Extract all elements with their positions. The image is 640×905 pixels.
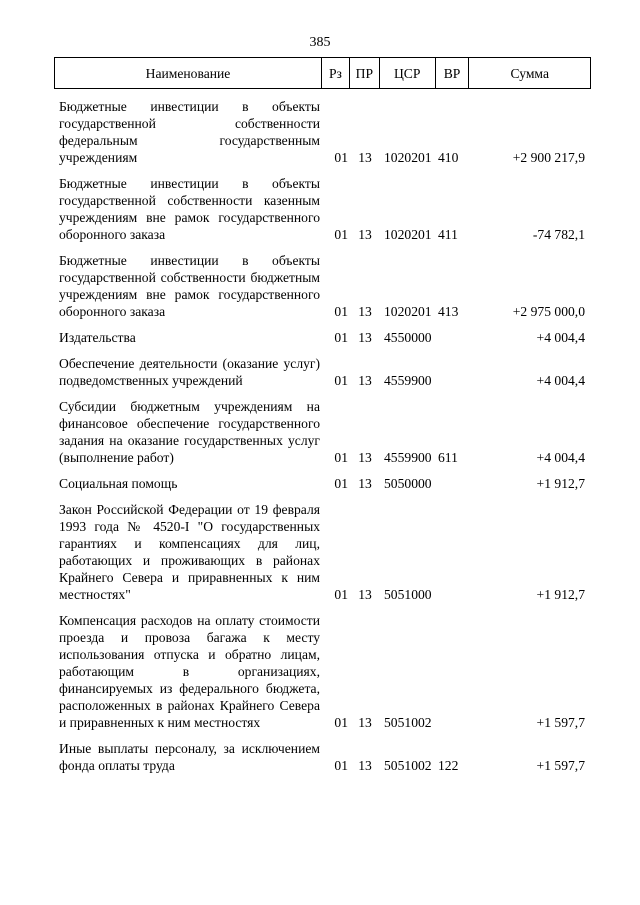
table-row [54,501,591,603]
row-rz: 01 [334,758,348,773]
table-row [54,329,591,346]
row-rz: 01 [334,150,348,165]
row-name: Бюджетные инвестиции в объекты государственной собственности федеральным государственным учреждениям [59,99,320,165]
table-row [54,175,591,243]
table-header [54,57,591,89]
row-sum: +4 004,4 [536,373,585,388]
row-sum: +1 912,7 [536,587,585,602]
row-sum: +1 597,7 [536,715,585,730]
row-name: Издательства [59,330,136,345]
header-sum: Сумма [510,65,549,81]
header-name: Наименование [55,58,322,88]
row-csr: 4559900 [384,450,432,465]
header-csr: ЦСР [380,58,436,88]
row-name: Социальная помощь [59,476,178,491]
row-pr: 13 [358,150,372,165]
row-vr: 122 [438,758,459,773]
row-rz: 01 [334,587,348,602]
row-pr: 13 [358,715,372,730]
table-row [54,98,591,166]
row-rz: 01 [334,373,348,388]
row-vr: 413 [438,304,459,319]
row-pr: 13 [358,758,372,773]
row-csr: 1020201 [384,304,432,319]
row-pr: 13 [358,476,372,491]
header-rz: Рз [322,58,350,88]
row-pr: 13 [358,587,372,602]
header-vr: ВР [436,58,470,88]
page-number: 385 [309,35,331,50]
row-pr: 13 [358,373,372,388]
budget-table [54,57,591,774]
table-row [54,475,591,492]
row-name: Иные выплаты персоналу, за исключением фонда оплаты труда [59,741,320,773]
row-csr: 5050000 [384,476,432,491]
row-sum: +2 900 217,9 [512,150,585,165]
row-vr: 410 [438,150,459,165]
table-row [54,398,591,466]
row-name: Бюджетные инвестиции в объекты государственной собственности казенным учреждениям вне рамок государственного оборонного заказа [59,176,320,242]
row-sum: +4 004,4 [536,330,585,345]
row-rz: 01 [334,450,348,465]
row-name: Субсидии бюджетным учреждениям на финансовое обеспечение государственного задания на оказание государственных услуг (выполнение работ) [59,399,320,465]
row-rz: 01 [334,476,348,491]
row-rz: 01 [334,227,348,242]
row-rz: 01 [334,330,348,345]
row-pr: 13 [358,330,372,345]
table-row [54,612,591,731]
row-sum: +4 004,4 [536,450,585,465]
row-pr: 13 [358,304,372,319]
row-name: Закон Российской Федерации от 19 февраля 1993 года № 4520-I "О государственных гарантиях и компенсациях для лиц, работающих и проживающих в районах Крайнего Севера и приравненных к ним местностях" [59,502,320,602]
row-csr: 1020201 [384,150,432,165]
row-csr: 5051000 [384,587,432,602]
row-vr: 411 [438,227,458,242]
row-vr: 611 [438,450,458,465]
row-csr: 4550000 [384,330,432,345]
row-csr: 4559900 [384,373,432,388]
table-row [54,252,591,320]
row-csr: 5051002 [384,715,432,730]
row-sum: -74 782,1 [532,227,585,242]
row-sum: +1 597,7 [536,758,585,773]
row-csr: 5051002 [384,758,432,773]
row-pr: 13 [358,450,372,465]
row-sum: +2 975 000,0 [512,304,585,319]
table-row [54,355,591,389]
header-pr: ПР [350,58,380,88]
row-name: Обеспечение деятельности (оказание услуг) подведомственных учреждений [59,356,320,388]
row-rz: 01 [334,715,348,730]
table-row [54,740,591,774]
row-name: Бюджетные инвестиции в объекты государственной собственности бюджетным учреждениям вне рамок государственного оборонного заказа [59,253,320,319]
row-csr: 1020201 [384,227,432,242]
row-pr: 13 [358,227,372,242]
row-rz: 01 [334,304,348,319]
row-name: Компенсация расходов на оплату стоимости проезда и провоза багажа к месту использования отпуска и обратно лицам, работающим в организациях, финансируемых из федерального бюджета, расположенных в районах Крайнего Севера и приравненных к ним местностях [59,613,320,730]
row-sum: +1 912,7 [536,476,585,491]
